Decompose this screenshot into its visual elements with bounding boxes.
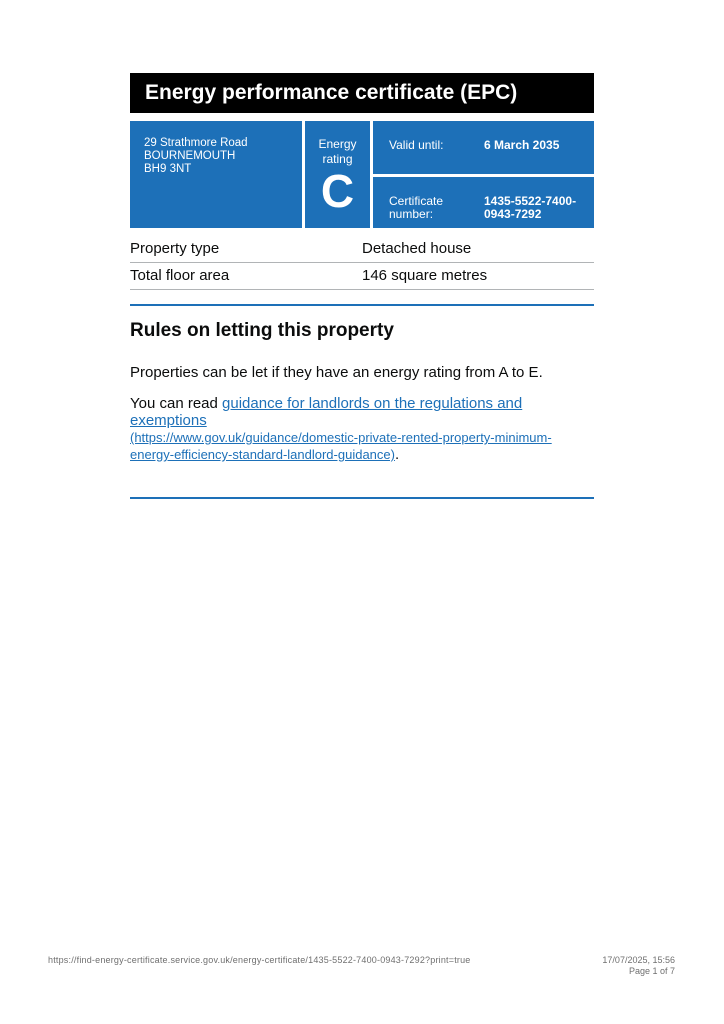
energy-rating-box xyxy=(305,121,370,228)
footer-page-number: Page 1 of 7 xyxy=(628,966,675,976)
certificate-label-line-2: number: xyxy=(389,207,434,221)
energy-rating-label-2: rating xyxy=(322,152,353,166)
certificate-value-line-2: 0943-7292 xyxy=(484,207,542,221)
page-title: Energy performance certificate (EPC) xyxy=(130,73,594,113)
energy-rating-letter: C xyxy=(320,165,355,217)
footer-datetime: 17/07/2025, 15:56 xyxy=(602,955,675,965)
valid-until-value: 6 March 2035 xyxy=(484,138,560,152)
certificate-number-value xyxy=(484,195,584,228)
certificate-label-line-1: Certificate xyxy=(389,194,444,208)
table-row xyxy=(130,263,594,290)
energy-rating-label-1: Energy xyxy=(318,137,357,151)
certificate-details xyxy=(373,121,594,228)
address-line-3: BH9 3NT xyxy=(144,163,192,175)
guidance-prefix: You can read xyxy=(130,395,223,412)
valid-until-label: Valid until: xyxy=(389,138,444,152)
address-line-2: BOURNEMOUTH xyxy=(144,150,236,162)
rules-paragraph: Properties can be let if they have an energy rating from A to E. xyxy=(130,364,543,381)
address-line-1: 29 Strathmore Road xyxy=(144,137,248,149)
property-summary-table xyxy=(130,228,594,290)
property-type-label: Property type xyxy=(130,240,220,257)
guidance-link[interactable]: guidance for landlords on the regulations and exemptions xyxy=(130,395,523,429)
floor-area-label: Total floor area xyxy=(130,267,230,284)
property-type-value: Detached house xyxy=(362,240,472,257)
epc-document xyxy=(130,73,594,499)
certificate-number-cell xyxy=(373,177,594,228)
guidance-suffix: . xyxy=(394,446,400,463)
guidance-paragraph xyxy=(130,395,594,463)
certificate-summary xyxy=(130,121,594,228)
valid-until-cell xyxy=(373,121,594,174)
certificate-number-label xyxy=(389,195,484,228)
floor-area-value: 146 square metres xyxy=(362,267,488,284)
footer-url: https://find-energy-certificate.service.gov.uk/energy-certificate/1435-5522-7400-0943-7292?print=true xyxy=(48,955,471,965)
guidance-url-line-2[interactable]: energy-efficiency-standard-landlord-guidance) xyxy=(130,447,395,462)
certificate-value-line-1: 1435-5522-7400- xyxy=(484,194,577,208)
rules-heading: Rules on letting this property xyxy=(130,320,394,341)
table-row xyxy=(130,228,594,263)
footer-meta xyxy=(602,955,675,977)
guidance-url-line-1[interactable]: (https://www.gov.uk/guidance/domestic-private-rented-property-minimum- xyxy=(130,430,552,445)
section-divider xyxy=(130,304,594,306)
property-address xyxy=(130,121,302,228)
section-divider xyxy=(130,497,594,499)
